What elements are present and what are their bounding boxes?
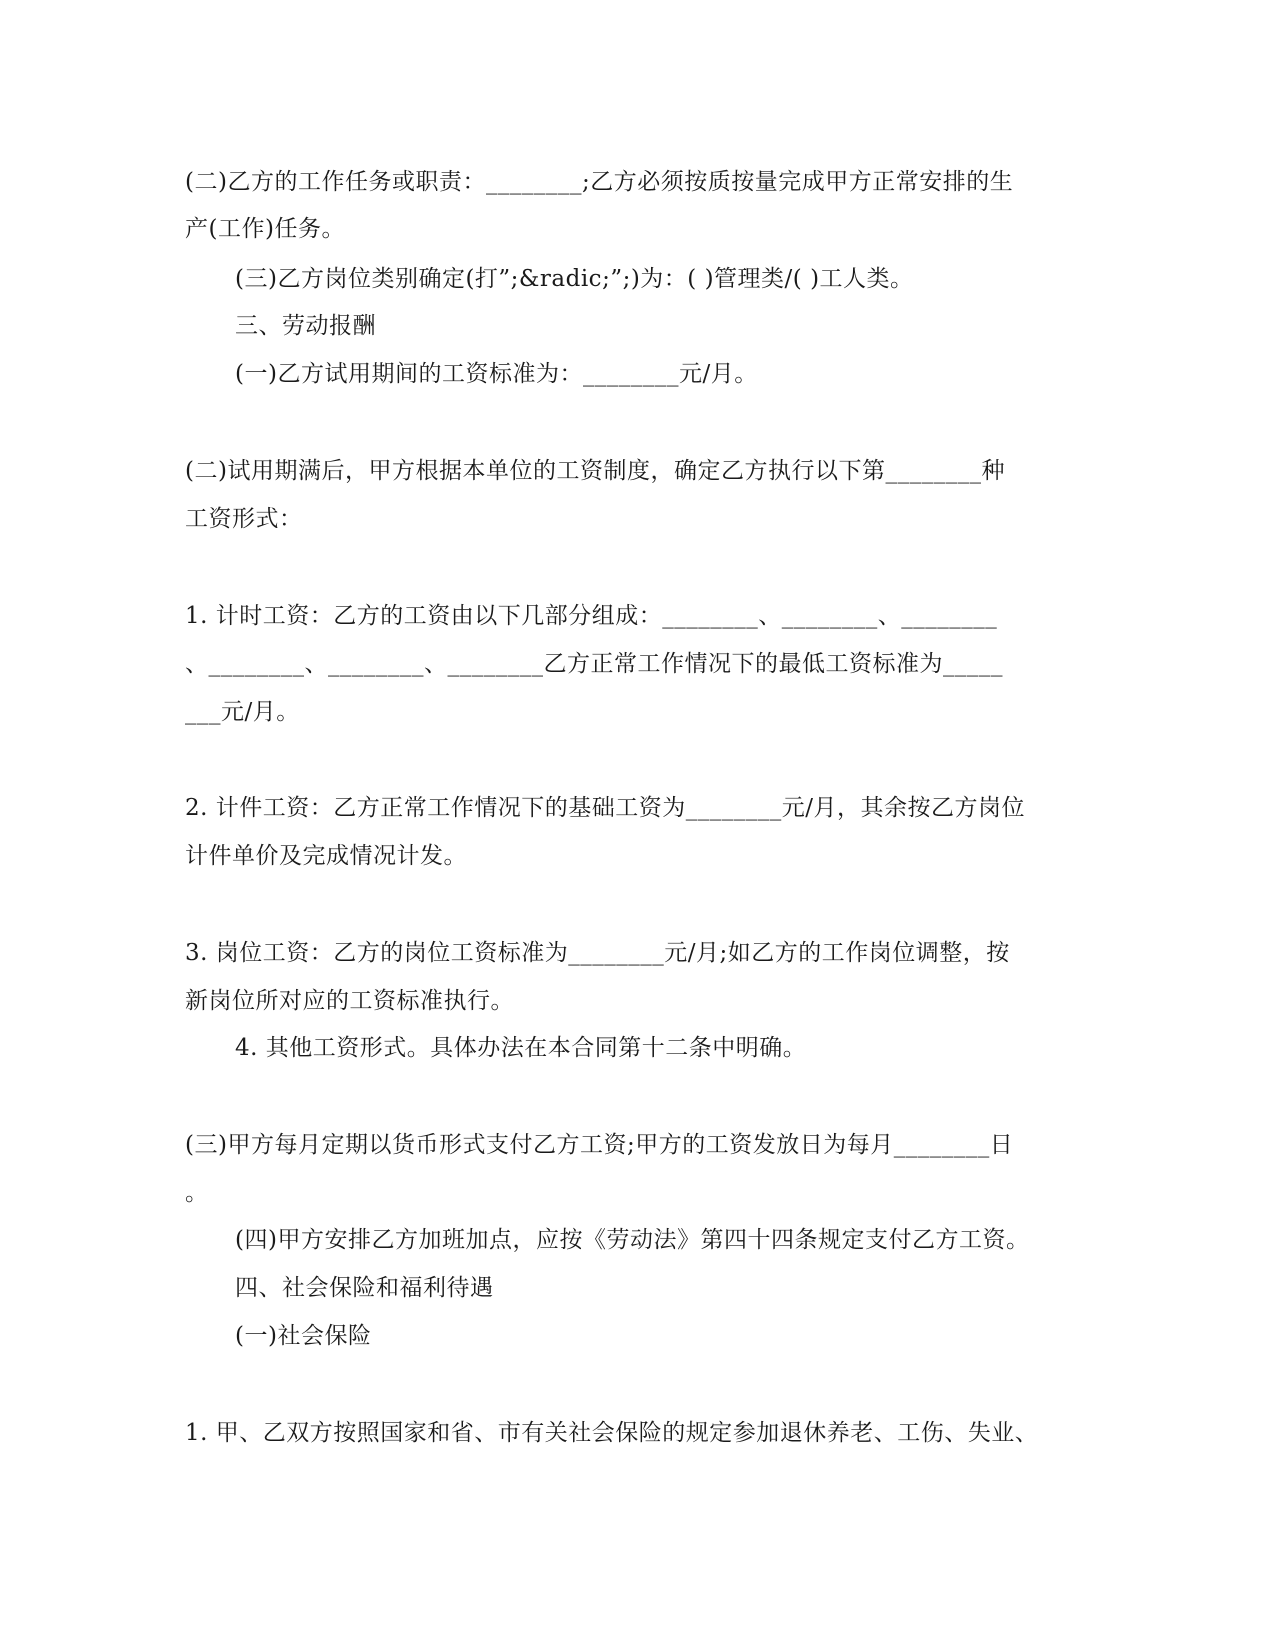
paragraph-line: (二)试用期满后，甲方根据本单位的工资制度，确定乙方执行以下第________种 xyxy=(185,458,1005,484)
section-heading: 三、劳动报酬 xyxy=(235,313,376,339)
paragraph-line: 2. 计件工资：乙方正常工作情况下的基础工资为________元/月，其余按乙方岗位 xyxy=(185,795,1026,821)
paragraph-line: (一)社会保险 xyxy=(235,1323,372,1349)
paragraph-line: (三)甲方每月定期以货币形式支付乙方工资;甲方的工资发放日为每月________日 xyxy=(185,1132,1014,1158)
paragraph-line: (三)乙方岗位类别确定(打”;&radic;”;)为：( )管理类/( )工人类。 xyxy=(235,266,914,292)
paragraph-line: 计件单价及完成情况计发。 xyxy=(185,843,467,869)
paragraph-line: (一)乙方试用期间的工资标准为：________元/月。 xyxy=(235,361,758,387)
paragraph-line: 1. 计时工资：乙方的工资由以下几部分组成：________、________、________ xyxy=(185,603,998,629)
paragraph-line: (二)乙方的工作任务或职责：________;乙方必须按质按量完成甲方正常安排的生 xyxy=(185,169,1014,195)
paragraph-line: 、________、________、________乙方正常工作情况下的最低工资标准为_____ xyxy=(185,651,1003,677)
paragraph-line: 3. 岗位工资：乙方的岗位工资标准为________元/月;如乙方的工作岗位调整，按 xyxy=(185,940,1010,966)
paragraph-line: 。 xyxy=(185,1180,209,1206)
section-heading: 四、社会保险和福利待遇 xyxy=(235,1275,494,1301)
paragraph-line: 工资形式： xyxy=(185,506,303,532)
paragraph-line: 1. 甲、乙双方按照国家和省、市有关社会保险的规定参加退休养老、工伤、失业、 xyxy=(185,1420,1039,1446)
paragraph-line: ___元/月。 xyxy=(185,699,300,725)
paragraph-line: 产(工作)任务。 xyxy=(185,216,345,242)
paragraph-line: 4. 其他工资形式。具体办法在本合同第十二条中明确。 xyxy=(235,1035,807,1061)
paragraph-line: (四)甲方安排乙方加班加点，应按《劳动法》第四十四条规定支付乙方工资。 xyxy=(235,1227,1030,1253)
paragraph-line: 新岗位所对应的工资标准执行。 xyxy=(185,988,514,1014)
